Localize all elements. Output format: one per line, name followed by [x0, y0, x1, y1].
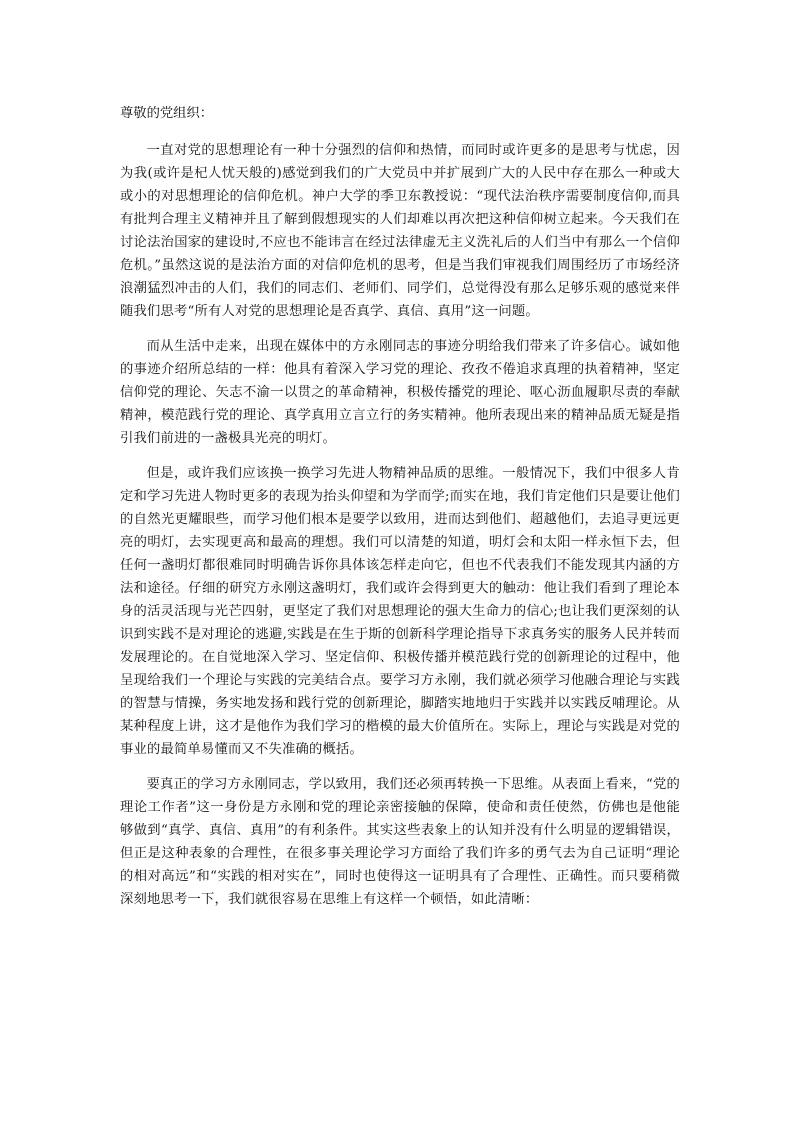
document-body [120, 102, 680, 923]
salutation: 尊敬的党组织： [120, 106, 214, 121]
paragraph: 而从生活中走来，出现在媒体中的方永刚同志的事迹分明给我们带来了许多信心。诚如他的事迹介绍所总结的一样：他具有着深入学习党的理论、孜孜不倦追求真理的执着精神，坚定信仰党的理论、矢志不渝一以贯之的革命精神，积极传播党的理论、呕心沥血履职尽责的奉献精神，模范践行党的理论、真学真用立言立行的务实精神。他所表现出来的精神品质无疑是指引我们前进的一盏极具光亮的明灯。 [120, 339, 680, 446]
paragraph: 要真正的学习方永刚同志，学以致用，我们还必须再转换一下思维。从表面上看来，“党的理论工作者”这一身份是方永刚和党的理论亲密接触的保障，使命和责任使然，仿佛也是他能够做到“真学、真信、真用”的有利条件。其实这些表象上的认知并没有什么明显的逻辑错误，但正是这种表象的合理性，在很多事关理论学习方面给了我们许多的勇气去为自己证明“理论的相对高远”和“实践的相对实在”，同时也使得这一证明具有了合理性、正确性。而只要稍微深刻地思考一下，我们就很容易在思维上有这样一个顿悟，如此清晰： [120, 777, 680, 907]
paragraph: 一直对党的思想理论有一种十分强烈的信仰和热情，而同时或许更多的是思考与忧虑，因为我(或许是杞人忧天般的)感觉到我们的广大党员中并扩展到广大的人民中存在那么一种或大或小的对思想理论的信仰危机。神户大学的季卫东教授说：“现代法治秩序需要制度信仰,而具有批判合理主义精神并且了解到假想现实的人们却难以再次把这种信仰树立起来。今天我们在讨论法治国家的建设时,不应也不能讳言在经过法律虚无主义洗礼后的人们当中有那么一个信仰危机。”虽然这说的是法治方面的对信仰危机的思考，但是当我们审视我们周围经历了市场经济浪潮猛烈冲击的人们，我们的同志们、老师们、同学们，总觉得没有那么足够乐观的感觉来伴随我们思考“所有人对党的思想理论是否真学、真信、真用”这一问题。 [120, 143, 680, 319]
paragraph: 但是，或许我们应该换一换学习先进人物精神品质的思维。一般情况下，我们中很多人肯定和学习先进人物时更多的表现为抬头仰望和为学而学;而实在地，我们肯定他们只是要让他们的自然光更耀眼些，而学习他们根本是要学以致用，进而达到他们、超越他们，去追寻更远更亮的明灯，去实现更高和最高的理想。我们可以清楚的知道，明灯会和太阳一样永恒下去，但任何一盏明灯都很难同时明确告诉你具体该怎样走向它，但也不代表我们不能发现其内涵的方法和途径。仔细的研究方永刚这盏明灯，我们或许会得到更大的触动：他让我们看到了理论本身的活灵活现与光芒四射，更坚定了我们对思想理论的强大生命力的信心;也让我们更深刻的认识到实践不是对理论的逃避,实践是在生于斯的创新科学理论指导下求真务实的服务人民并转而发展理论的。在自觉地深入学习、坚定信仰、积极传播并模范践行党的创新理论的过程中，他呈现给我们一个理论与实践的完美结合点。要学习方永刚，我们就必须学习他融合理论与实践的智慧与情操，务实地发扬和践行党的创新理论，脚踏实地地归于实践并以实践反哺理论。从某种程度上讲，这才是他作为我们学习的楷模的最大价值所在。实际上，理论与实践是对党的事业的最简单易懂而又不失准确的概括。 [120, 466, 680, 757]
